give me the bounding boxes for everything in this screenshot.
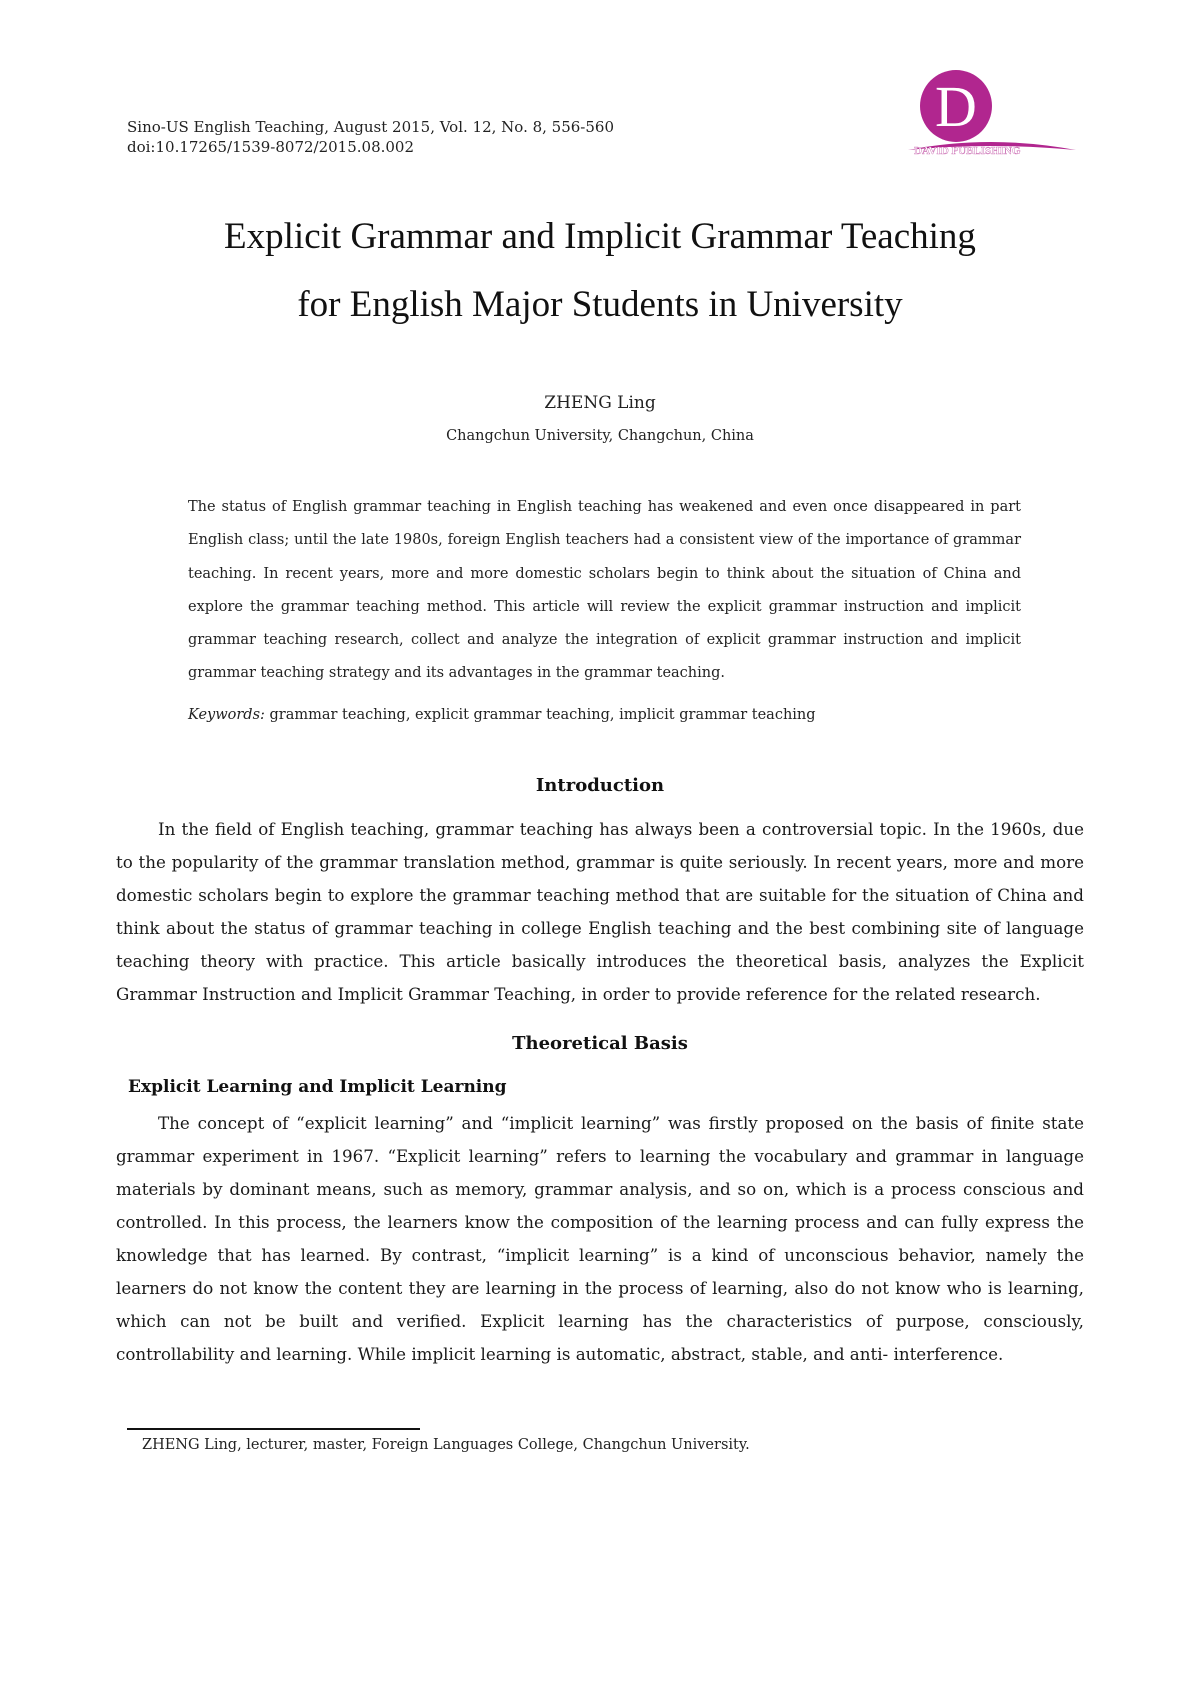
publisher-logo xyxy=(880,70,1080,180)
paper-title-line2: for English Major Students in University xyxy=(297,284,903,325)
introduction-paragraph: In the field of English teaching, grammar teaching has always been a controversial topic. In the 1960s, due to the popularity of the grammar translation method, grammar is quite seriously. In recent years, more and more domestic scholars begin to explore the grammar teaching method that are suitable for the situation of China and think about the status of grammar teaching in college English teaching and the best combining site of language teaching theory with practice. This article basically introduces the theoretical basis, analyzes the Explicit Grammar Instruction and Implicit Grammar Teaching, in order to provide reference for the related research. xyxy=(116,819,1084,1004)
author-name: ZHENG Ling xyxy=(544,393,656,413)
keywords xyxy=(188,707,816,723)
journal-header xyxy=(127,117,614,157)
logo-letter: D xyxy=(935,74,977,139)
subsection-heading-explicit-implicit-learning: Explicit Learning and Implicit Learning xyxy=(128,1077,507,1097)
logo-text: DAVID PUBLISHING xyxy=(914,145,1021,157)
theory-paragraph: The concept of “explicit learning” and “implicit learning” was firstly proposed on the basis of finite state grammar experiment in 1967. “Explicit learning” refers to learning the vocabulary and grammar in language materials by dominant means, such as memory, grammar analysis, and so on, which is a process conscious and controlled. In this process, the learners know the composition of the learning process and can fully express the knowledge that has learned. By contrast, “implicit learning” is a kind of unconscious behavior, namely the learners do not know the content they are learning in the process of learning, also do not know who is learning, which can not be built and verified. Explicit learning has the characteristics of purpose, consciously, controllability and learning. While implicit learning is automatic, abstract, stable, and anti- interference. xyxy=(116,1113,1084,1364)
section-heading-theoretical-basis: Theoretical Basis xyxy=(512,1033,688,1054)
keywords-text: grammar teaching, explicit grammar teaching, implicit grammar teaching xyxy=(269,707,816,723)
footnote-divider xyxy=(127,1428,420,1430)
paper-title-line1: Explicit Grammar and Implicit Grammar Teaching xyxy=(224,216,976,257)
journal-doi: doi:10.17265/1539-8072/2015.08.002 xyxy=(127,138,415,156)
author-footnote: ZHENG Ling, lecturer, master, Foreign Languages College, Changchun University. xyxy=(142,1437,750,1453)
author-affiliation: Changchun University, Changchun, China xyxy=(446,428,754,444)
journal-citation: Sino-US English Teaching, August 2015, Vol. 12, No. 8, 556-560 xyxy=(127,118,615,136)
section-heading-introduction: Introduction xyxy=(535,775,665,796)
keywords-label: Keywords: xyxy=(188,707,265,723)
abstract: The status of English grammar teaching in English teaching has weakened and even once disappeared in part English class; until the late 1980s, foreign English teachers had a consistent view of the importance of grammar teaching. In recent years, more and more domestic scholars begin to think about the situation of China and explore the grammar teaching method. This article will review the explicit grammar instruction and implicit grammar teaching research, collect and analyze the integration of explicit grammar instruction and implicit grammar teaching strategy and its advantages in the grammar teaching. xyxy=(188,499,1021,682)
